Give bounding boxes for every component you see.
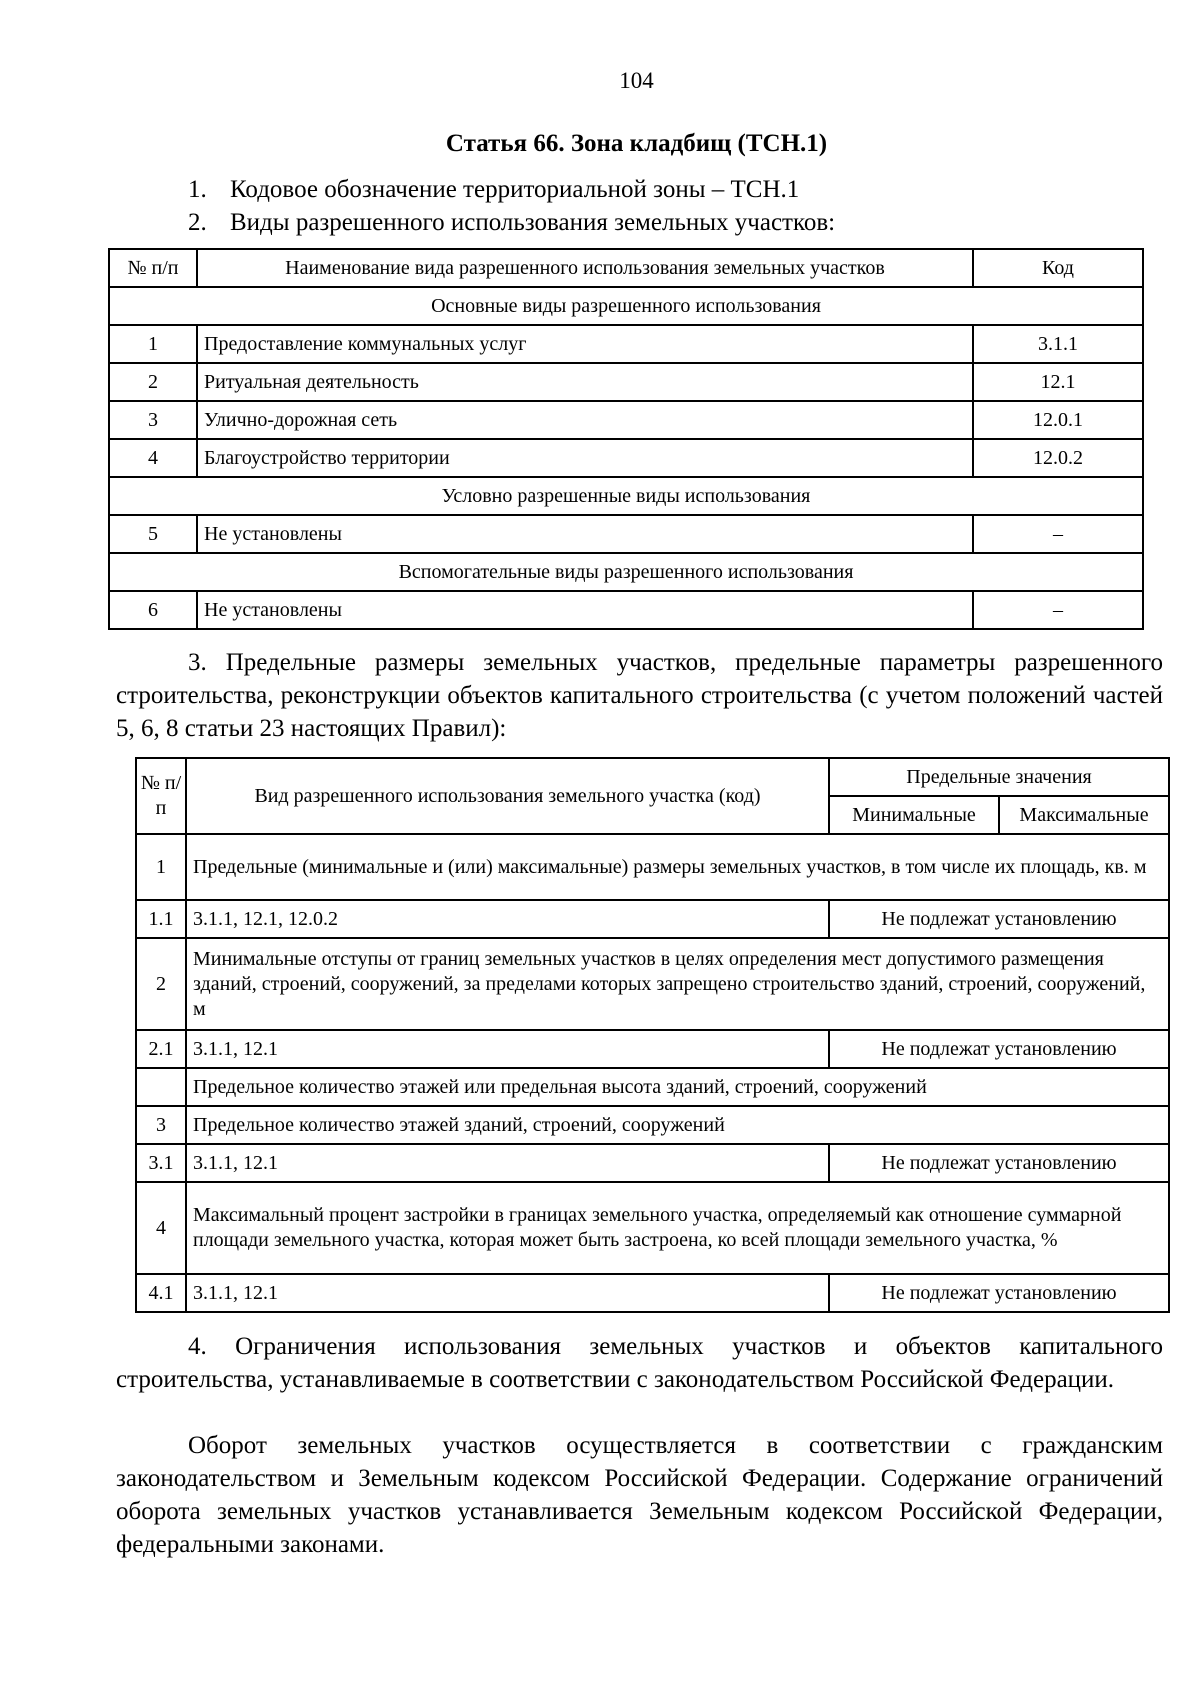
- row-value: Не подлежат установлению: [829, 1030, 1169, 1068]
- header-code: Код: [973, 249, 1143, 287]
- table-row: [136, 1144, 1169, 1182]
- paragraph-text: Ограничения использования земельных участков и объектов капитального строительства, устанавливаемые в соответствии с законодательством Российской Федерации.: [116, 1333, 1163, 1393]
- row-codes: 3.1.1, 12.1, 12.0.2: [186, 900, 829, 938]
- table-row: [109, 325, 1143, 363]
- list-item-text: Кодовое обозначение территориальной зоны – ТСН.1: [230, 176, 800, 203]
- table-row: [136, 1068, 1169, 1106]
- list-item-text: Виды разрешенного использования земельных участков:: [230, 209, 836, 236]
- section-row: [109, 477, 1143, 515]
- row-text: Минимальные отступы от границ земельных участков в целях определения мест допустимого размещения зданий, строений, сооружений, за пределами которых запрещено строительство зданий, строений, сооружений, м: [186, 938, 1169, 1030]
- table-row: [136, 938, 1169, 1030]
- table-row: [136, 834, 1169, 900]
- paragraph-number: 3.: [188, 649, 207, 676]
- table-row: [109, 515, 1143, 553]
- row-num: 5: [109, 515, 197, 553]
- header-minimum: Минимальные: [829, 796, 999, 834]
- table-header-row: [136, 758, 1169, 796]
- row-num: 2: [109, 363, 197, 401]
- row-num: 4: [136, 1182, 186, 1274]
- list-item-zone-code: [188, 176, 799, 204]
- row-text: Предельное количество этажей или предельная высота зданий, строений, сооружений: [186, 1068, 1169, 1106]
- row-num: 1: [136, 834, 186, 900]
- list-item-number: 1.: [188, 176, 207, 203]
- paragraph-4: [116, 1330, 1163, 1396]
- paragraph-5: [116, 1429, 1163, 1561]
- row-text: Предельные (минимальные и (или) максимальные) размеры земельных участков, в том числе их площадь, кв. м: [186, 834, 1169, 900]
- row-num: 4: [109, 439, 197, 477]
- row-codes: 3.1.1, 12.1: [186, 1144, 829, 1182]
- table-row: [136, 900, 1169, 938]
- header-num: № п/п: [136, 758, 186, 834]
- row-num: 6: [109, 591, 197, 629]
- row-codes: 3.1.1, 12.1: [186, 1274, 829, 1312]
- row-code: 12.0.2: [973, 439, 1143, 477]
- row-code: 12.1: [973, 363, 1143, 401]
- row-num: 2.1: [136, 1030, 186, 1068]
- section-row: [109, 553, 1143, 591]
- row-value: Не подлежат установлению: [829, 900, 1169, 938]
- row-name: Ритуальная деятельность: [197, 363, 973, 401]
- paragraph-number: 4.: [188, 1333, 207, 1360]
- limit-parameters-table: [135, 757, 1170, 1313]
- article-title: Статья 66. Зона кладбищ (ТСН.1): [445, 130, 828, 157]
- row-name: Не установлены: [197, 591, 973, 629]
- row-num: 4.1: [136, 1274, 186, 1312]
- row-code: –: [973, 591, 1143, 629]
- row-text: Максимальный процент застройки в границах земельного участка, определяемый как отношение суммарной площади земельного участка, которая может быть застроена, ко всей площади земельного участка, %: [186, 1182, 1169, 1274]
- header-limit-values: Предельные значения: [829, 758, 1169, 796]
- row-num: 3: [136, 1106, 186, 1144]
- row-value: Не подлежат установлению: [829, 1144, 1169, 1182]
- paragraph-text: Оборот земельных участков осуществляется в соответствии с гражданским законодательством и Земельным кодексом Российской Федерации. Содержание ограничений оборота земельных участков устанавливается Земельным кодексом Российской Федерации, федеральными законами.: [116, 1432, 1163, 1558]
- row-num: 2: [136, 938, 186, 1030]
- list-item-number: 2.: [188, 209, 207, 236]
- section-auxiliary-uses: Вспомогательные виды разрешенного использования: [109, 553, 1143, 591]
- row-text: Предельное количество этажей зданий, строений, сооружений: [186, 1106, 1169, 1144]
- permitted-uses-table: [108, 248, 1144, 630]
- table-row: [109, 439, 1143, 477]
- section-main-uses: Основные виды разрешенного использования: [109, 287, 1143, 325]
- row-num: 1.1: [136, 900, 186, 938]
- row-name: Улично-дорожная сеть: [197, 401, 973, 439]
- section-conditional-uses: Условно разрешенные виды использования: [109, 477, 1143, 515]
- header-maximum: Максимальные: [999, 796, 1169, 834]
- page-number: 104: [619, 68, 654, 93]
- paragraph-3: [116, 646, 1163, 745]
- header-name: Наименование вида разрешенного использования земельных участков: [197, 249, 973, 287]
- list-item-use-types: [188, 209, 835, 237]
- row-code: 12.0.1: [973, 401, 1143, 439]
- row-num: 3.1: [136, 1144, 186, 1182]
- row-code: –: [973, 515, 1143, 553]
- section-row: [109, 287, 1143, 325]
- table-row: [109, 591, 1143, 629]
- table-row: [136, 1030, 1169, 1068]
- row-num: 1: [109, 325, 197, 363]
- table-header-row: [109, 249, 1143, 287]
- table-row: [109, 363, 1143, 401]
- row-num: 3: [109, 401, 197, 439]
- row-name: Благоустройство территории: [197, 439, 973, 477]
- header-num: № п/п: [109, 249, 197, 287]
- paragraph-text: Предельные размеры земельных участков, предельные параметры разрешенного строительства, реконструкции объектов капитального строительства (с учетом положений частей 5, 6, 8 статьи 23 настоящих Правил):: [116, 649, 1164, 742]
- row-num: [136, 1068, 186, 1106]
- table-row: [109, 401, 1143, 439]
- row-name: Не установлены: [197, 515, 973, 553]
- table-row: [136, 1106, 1169, 1144]
- row-name: Предоставление коммунальных услуг: [197, 325, 973, 363]
- row-value: Не подлежат установлению: [829, 1274, 1169, 1312]
- table-row: [136, 1182, 1169, 1274]
- table-row: [136, 1274, 1169, 1312]
- row-codes: 3.1.1, 12.1: [186, 1030, 829, 1068]
- header-use-type: Вид разрешенного использования земельного участка (код): [186, 758, 829, 834]
- row-code: 3.1.1: [973, 325, 1143, 363]
